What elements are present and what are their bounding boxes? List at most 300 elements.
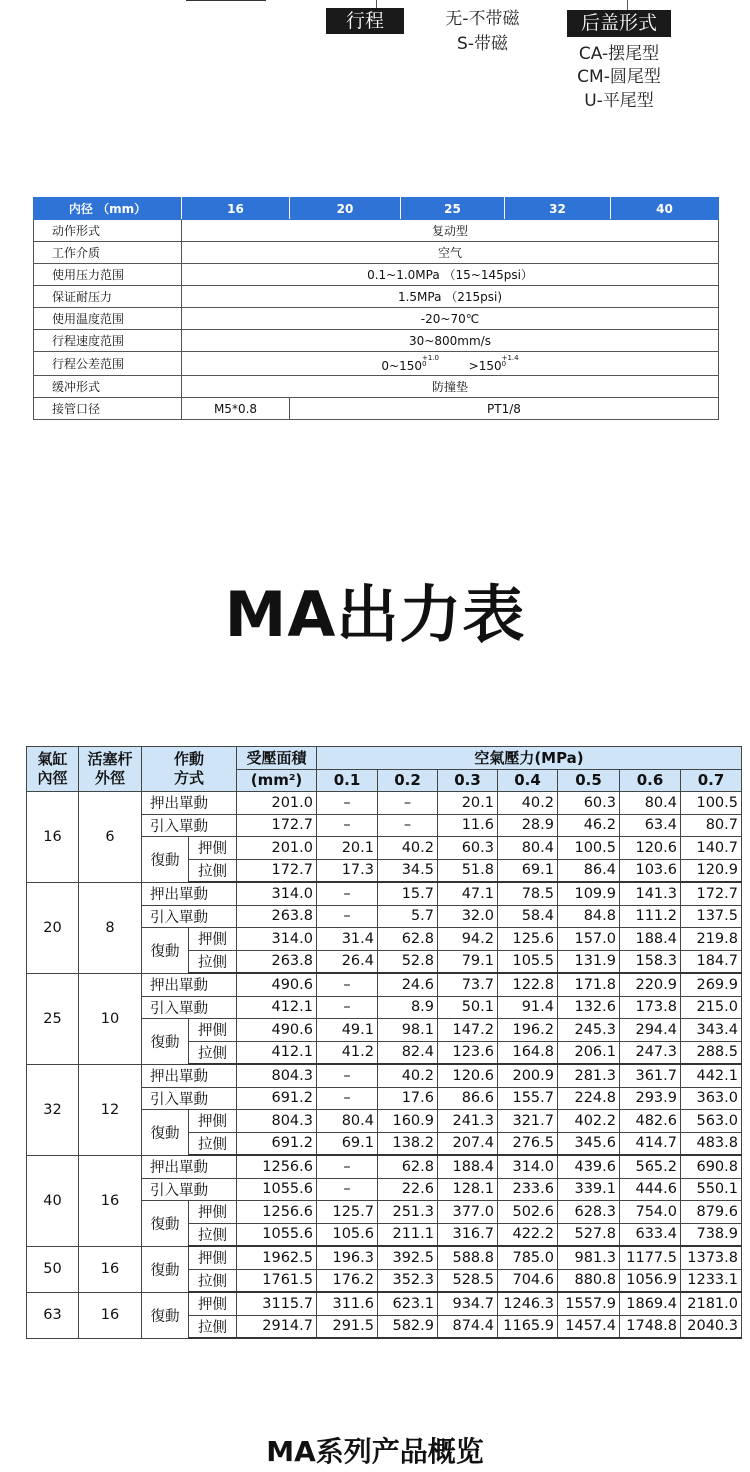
force-value-cell: 582.9	[378, 1315, 438, 1338]
mode-side-cell: 押側	[189, 1246, 237, 1269]
force-value-cell: 444.6	[620, 1178, 681, 1201]
table-row	[27, 792, 742, 815]
mode-side-cell: 拉側	[189, 1315, 237, 1338]
mode-side-cell: 拉側	[189, 1132, 237, 1155]
force-value-cell: 219.8	[681, 928, 742, 951]
mode-cell: 押出單動	[142, 973, 237, 996]
header-area-unit: (mm²)	[237, 769, 317, 792]
header-pressure-value: 0.4	[498, 769, 558, 792]
force-value-cell: 502.6	[498, 1201, 558, 1224]
series-overview-title: MA系列产品概览	[266, 1435, 484, 1468]
spec-label: 行程公差范围	[34, 352, 182, 376]
force-value-cell: 86.6	[438, 1087, 498, 1110]
area-cell: 3115.7	[237, 1292, 317, 1315]
force-value-cell: 1373.8	[681, 1246, 742, 1269]
force-value-cell: 247.3	[620, 1041, 681, 1064]
spec-value: 复动型	[182, 220, 719, 242]
spec-label: 工作介质	[34, 242, 182, 264]
diagram-leader-line	[376, 0, 377, 8]
rear-cover-option: CM-圆尾型	[577, 67, 661, 87]
force-value-cell: 402.2	[558, 1110, 620, 1133]
spec-value: PT1/8	[290, 398, 719, 420]
force-value-cell: 377.0	[438, 1201, 498, 1224]
spec-row	[34, 308, 719, 330]
force-value-cell: 80.4	[498, 837, 558, 860]
tolerance-lower: 0	[421, 359, 427, 368]
force-value-cell: 20.1	[317, 837, 378, 860]
mode-cell: 引入單動	[142, 814, 237, 837]
spec-row	[34, 330, 719, 352]
force-value-cell: 40.2	[378, 837, 438, 860]
force-value-cell: 50.1	[438, 996, 498, 1019]
force-value-cell: 79.1	[438, 950, 498, 973]
force-value-cell: 1233.1	[681, 1269, 742, 1292]
force-value-cell: 628.3	[558, 1201, 620, 1224]
magnet-option: S-带磁	[457, 34, 508, 54]
spec-label: 保证耐压力	[34, 286, 182, 308]
area-cell: 1962.5	[237, 1246, 317, 1269]
force-value-cell: 623.1	[378, 1292, 438, 1315]
force-value-cell: 2040.3	[681, 1315, 742, 1338]
force-value-cell: 196.3	[317, 1246, 378, 1269]
mode-cell: 引入單動	[142, 996, 237, 1019]
spec-row	[34, 398, 719, 420]
force-value-cell: 47.1	[438, 882, 498, 905]
table-row	[27, 1155, 742, 1178]
bore-cell: 50	[27, 1246, 79, 1292]
force-value-cell: 874.4	[438, 1315, 498, 1338]
force-value-cell: 32.0	[438, 905, 498, 928]
force-value-cell: 528.5	[438, 1269, 498, 1292]
spec-header-size: 20	[290, 198, 401, 220]
force-value-cell: –	[317, 814, 378, 837]
spec-row	[34, 220, 719, 242]
force-value-cell: 24.6	[378, 973, 438, 996]
bore-cell: 32	[27, 1064, 79, 1155]
force-value-cell: 251.3	[378, 1201, 438, 1224]
force-value-cell: 176.2	[317, 1269, 378, 1292]
force-header-row	[27, 747, 742, 770]
bore-cell: 20	[27, 882, 79, 973]
force-value-cell: 164.8	[498, 1041, 558, 1064]
force-value-cell: 879.6	[681, 1201, 742, 1224]
force-value-cell: 120.6	[438, 1064, 498, 1087]
force-value-cell: 60.3	[558, 792, 620, 815]
diagram-leader-line	[627, 0, 628, 10]
force-value-cell: 138.2	[378, 1132, 438, 1155]
force-value-cell: 422.2	[498, 1223, 558, 1246]
force-table-title: MA出力表	[224, 578, 526, 651]
header-pressure: 空氣壓力(MPa)	[317, 747, 742, 770]
force-value-cell: 294.4	[620, 1019, 681, 1042]
force-value-cell: 100.5	[558, 837, 620, 860]
force-value-cell: 52.8	[378, 950, 438, 973]
force-value-cell: 17.6	[378, 1087, 438, 1110]
force-value-cell: 184.7	[681, 950, 742, 973]
area-cell: 2914.7	[237, 1315, 317, 1338]
tolerance-a-limits	[422, 355, 439, 367]
area-cell: 804.3	[237, 1064, 317, 1087]
force-value-cell: 120.9	[681, 859, 742, 882]
force-value-cell: 1869.4	[620, 1292, 681, 1315]
mode-side-cell: 押側	[189, 928, 237, 951]
force-value-cell: 172.7	[681, 882, 742, 905]
force-value-cell: 109.9	[558, 882, 620, 905]
mode-side-cell: 拉側	[189, 950, 237, 973]
spec-row	[34, 286, 719, 308]
mode-side-cell: 押側	[189, 1201, 237, 1224]
mode-double-cell: 復動	[142, 837, 189, 883]
force-value-cell: 1748.8	[620, 1315, 681, 1338]
force-value-cell: 245.3	[558, 1019, 620, 1042]
force-value-cell: 281.3	[558, 1064, 620, 1087]
force-value-cell: 82.4	[378, 1041, 438, 1064]
spec-value: 空气	[182, 242, 719, 264]
header-area: 受壓面積	[237, 747, 317, 770]
force-value-cell: 120.6	[620, 837, 681, 860]
spec-row	[34, 242, 719, 264]
spec-label: 行程速度范围	[34, 330, 182, 352]
force-value-cell: 738.9	[681, 1223, 742, 1246]
force-value-cell: 63.4	[620, 814, 681, 837]
mode-double-cell: 復動	[142, 1201, 189, 1247]
force-value-cell: 69.1	[317, 1132, 378, 1155]
force-value-cell: 1246.3	[498, 1292, 558, 1315]
force-value-cell: 363.0	[681, 1087, 742, 1110]
spec-header-size: 32	[505, 198, 611, 220]
force-value-cell: 880.8	[558, 1269, 620, 1292]
stroke-tag: 行程	[326, 8, 404, 34]
force-value-cell: 73.7	[438, 973, 498, 996]
area-cell: 263.8	[237, 905, 317, 928]
area-cell: 804.3	[237, 1110, 317, 1133]
force-value-cell: 314.0	[498, 1155, 558, 1178]
area-cell: 314.0	[237, 882, 317, 905]
force-value-cell: 527.8	[558, 1223, 620, 1246]
spec-value: 0.1~1.0MPa （15~145psi）	[182, 264, 719, 286]
mode-double-cell: 復動	[142, 928, 189, 974]
mode-cell: 押出單動	[142, 882, 237, 905]
spec-value: -20~70℃	[182, 308, 719, 330]
header-pressure-value: 0.1	[317, 769, 378, 792]
mode-cell: 押出單動	[142, 792, 237, 815]
tolerance-lower: 0	[501, 359, 507, 368]
force-value-cell: 291.5	[317, 1315, 378, 1338]
force-value-cell: 105.5	[498, 950, 558, 973]
force-value-cell: 1056.9	[620, 1269, 681, 1292]
spec-value: M5*0.8	[182, 398, 290, 420]
force-value-cell: 241.3	[438, 1110, 498, 1133]
force-value-cell: 22.6	[378, 1178, 438, 1201]
force-value-cell: 140.7	[681, 837, 742, 860]
header-pressure-value: 0.3	[438, 769, 498, 792]
tolerance-range-b: >150	[468, 358, 502, 373]
force-value-cell: 207.4	[438, 1132, 498, 1155]
header-pressure-value: 0.7	[681, 769, 742, 792]
force-value-cell: 137.5	[681, 905, 742, 928]
force-value-cell: 94.2	[438, 928, 498, 951]
force-value-cell: 31.4	[317, 928, 378, 951]
rod-cell: 10	[79, 973, 142, 1064]
area-cell: 412.1	[237, 996, 317, 1019]
force-value-cell: 46.2	[558, 814, 620, 837]
force-value-cell: 125.6	[498, 928, 558, 951]
area-cell: 1055.6	[237, 1178, 317, 1201]
force-value-cell: 41.2	[317, 1041, 378, 1064]
force-value-cell: 483.8	[681, 1132, 742, 1155]
force-value-cell: 62.8	[378, 928, 438, 951]
rod-cell: 16	[79, 1292, 142, 1338]
force-value-cell: 276.5	[498, 1132, 558, 1155]
force-value-cell: –	[317, 1064, 378, 1087]
force-value-cell: 125.7	[317, 1201, 378, 1224]
force-value-cell: 293.9	[620, 1087, 681, 1110]
force-value-cell: 2181.0	[681, 1292, 742, 1315]
force-value-cell: 58.4	[498, 905, 558, 928]
force-value-cell: 754.0	[620, 1201, 681, 1224]
force-value-cell: 563.0	[681, 1110, 742, 1133]
force-value-cell: –	[317, 792, 378, 815]
force-value-cell: 690.8	[681, 1155, 742, 1178]
mode-double-cell: 復動	[142, 1246, 189, 1292]
spec-value: 防撞垫	[182, 376, 719, 398]
force-value-cell: 91.4	[498, 996, 558, 1019]
force-value-cell: 565.2	[620, 1155, 681, 1178]
force-value-cell: 49.1	[317, 1019, 378, 1042]
spec-label: 使用温度范围	[34, 308, 182, 330]
spec-value-tolerance	[182, 352, 719, 376]
tolerance-upper: +1.4	[501, 353, 519, 362]
force-value-cell: –	[317, 1178, 378, 1201]
force-value-cell: 62.8	[378, 1155, 438, 1178]
force-value-cell: 132.6	[558, 996, 620, 1019]
bore-cell: 63	[27, 1292, 79, 1338]
rod-cell: 12	[79, 1064, 142, 1155]
rod-cell: 16	[79, 1155, 142, 1246]
force-value-cell: 51.8	[438, 859, 498, 882]
force-value-cell: 123.6	[438, 1041, 498, 1064]
force-value-cell: 392.5	[378, 1246, 438, 1269]
force-value-cell: –	[317, 905, 378, 928]
mode-side-cell: 押側	[189, 1110, 237, 1133]
force-value-cell: 40.2	[498, 792, 558, 815]
table-row	[27, 882, 742, 905]
force-value-cell: 785.0	[498, 1246, 558, 1269]
table-row	[27, 1064, 742, 1087]
table-row	[27, 1292, 742, 1315]
force-value-cell: 1457.4	[558, 1315, 620, 1338]
force-value-cell: 8.9	[378, 996, 438, 1019]
force-value-cell: 981.3	[558, 1246, 620, 1269]
force-value-cell: 352.3	[378, 1269, 438, 1292]
mode-double-cell: 復動	[142, 1292, 189, 1338]
force-value-cell: 34.5	[378, 859, 438, 882]
force-value-cell: 439.6	[558, 1155, 620, 1178]
mode-cell: 引入單動	[142, 1178, 237, 1201]
area-cell: 172.7	[237, 814, 317, 837]
spec-label: 接管口径	[34, 398, 182, 420]
force-value-cell: 211.1	[378, 1223, 438, 1246]
force-value-cell: 704.6	[498, 1269, 558, 1292]
header-pressure-value: 0.6	[620, 769, 681, 792]
mode-double-cell: 復動	[142, 1019, 189, 1065]
force-value-cell: 17.3	[317, 859, 378, 882]
area-cell: 314.0	[237, 928, 317, 951]
force-value-cell: 147.2	[438, 1019, 498, 1042]
force-value-cell: 103.6	[620, 859, 681, 882]
header-pressure-value: 0.5	[558, 769, 620, 792]
force-value-cell: 11.6	[438, 814, 498, 837]
mode-side-cell: 拉側	[189, 859, 237, 882]
area-cell: 1055.6	[237, 1223, 317, 1246]
mode-cell: 引入單動	[142, 1087, 237, 1110]
mode-side-cell: 押側	[189, 1292, 237, 1315]
tolerance-b-limits	[502, 355, 519, 367]
area-cell: 691.2	[237, 1132, 317, 1155]
area-cell: 490.6	[237, 973, 317, 996]
tolerance-upper: +1.0	[421, 353, 439, 362]
force-value-cell: 86.4	[558, 859, 620, 882]
force-value-cell: 316.7	[438, 1223, 498, 1246]
rear-cover-tag: 后盖形式	[567, 10, 671, 37]
force-value-cell: 321.7	[498, 1110, 558, 1133]
force-value-cell: –	[317, 996, 378, 1019]
force-value-cell: 80.7	[681, 814, 742, 837]
force-value-cell: 155.7	[498, 1087, 558, 1110]
bore-cell: 25	[27, 973, 79, 1064]
force-value-cell: 188.4	[620, 928, 681, 951]
rod-cell: 16	[79, 1246, 142, 1292]
area-cell: 412.1	[237, 1041, 317, 1064]
force-value-cell: 40.2	[378, 1064, 438, 1087]
spec-label: 缓冲形式	[34, 376, 182, 398]
header-rod: 活塞杆 外徑	[79, 747, 142, 792]
header-mode: 作動 方式	[142, 747, 237, 792]
spec-value: 1.5MPa （215psi)	[182, 286, 719, 308]
mode-cell: 引入單動	[142, 905, 237, 928]
force-value-cell: 1557.9	[558, 1292, 620, 1315]
force-value-cell: 80.4	[317, 1110, 378, 1133]
spec-header-size: 25	[401, 198, 505, 220]
force-value-cell: 311.6	[317, 1292, 378, 1315]
force-value-cell: 69.1	[498, 859, 558, 882]
force-value-cell: 442.1	[681, 1064, 742, 1087]
force-value-cell: 100.5	[681, 792, 742, 815]
force-value-cell: –	[378, 792, 438, 815]
force-value-cell: 934.7	[438, 1292, 498, 1315]
force-table	[26, 746, 742, 1339]
header-pressure-value: 0.2	[378, 769, 438, 792]
force-value-cell: 26.4	[317, 950, 378, 973]
force-value-cell: 288.5	[681, 1041, 742, 1064]
force-value-cell: 550.1	[681, 1178, 742, 1201]
mode-side-cell: 押側	[189, 837, 237, 860]
header-bore: 氣缸 內徑	[27, 747, 79, 792]
force-value-cell: 131.9	[558, 950, 620, 973]
area-cell: 1761.5	[237, 1269, 317, 1292]
force-value-cell: 345.6	[558, 1132, 620, 1155]
force-value-cell: 15.7	[378, 882, 438, 905]
spec-header-size: 16	[182, 198, 290, 220]
force-value-cell: 60.3	[438, 837, 498, 860]
force-value-cell: 158.3	[620, 950, 681, 973]
mode-cell: 押出單動	[142, 1064, 237, 1087]
mode-side-cell: 拉側	[189, 1041, 237, 1064]
force-value-cell: 160.9	[378, 1110, 438, 1133]
force-value-cell: 141.3	[620, 882, 681, 905]
force-value-cell: 111.2	[620, 905, 681, 928]
area-cell: 490.6	[237, 1019, 317, 1042]
spec-label: 动作形式	[34, 220, 182, 242]
rod-cell: 6	[79, 792, 142, 883]
force-value-cell: 28.9	[498, 814, 558, 837]
force-value-cell: 482.6	[620, 1110, 681, 1133]
force-value-cell: 588.8	[438, 1246, 498, 1269]
spec-row	[34, 376, 719, 398]
area-cell: 263.8	[237, 950, 317, 973]
mode-double-cell: 復動	[142, 1110, 189, 1156]
force-value-cell: 633.4	[620, 1223, 681, 1246]
area-cell: 691.2	[237, 1087, 317, 1110]
force-value-cell: 1165.9	[498, 1315, 558, 1338]
force-value-cell: 414.7	[620, 1132, 681, 1155]
mode-cell: 押出單動	[142, 1155, 237, 1178]
force-value-cell: 78.5	[498, 882, 558, 905]
force-value-cell: 233.6	[498, 1178, 558, 1201]
force-value-cell: 343.4	[681, 1019, 742, 1042]
area-cell: 1256.6	[237, 1201, 317, 1224]
force-value-cell: 171.8	[558, 973, 620, 996]
mode-side-cell: 拉側	[189, 1269, 237, 1292]
spec-table	[33, 197, 719, 420]
diagram-top-rule	[186, 0, 266, 1]
force-value-cell: 128.1	[438, 1178, 498, 1201]
rod-cell: 8	[79, 882, 142, 973]
table-row	[27, 1246, 742, 1269]
force-value-cell: 339.1	[558, 1178, 620, 1201]
magnet-option: 无-不带磁	[445, 9, 520, 29]
spec-header-row	[34, 198, 719, 220]
force-value-cell: 361.7	[620, 1064, 681, 1087]
force-value-cell: 173.8	[620, 996, 681, 1019]
spec-header-size: 40	[611, 198, 719, 220]
force-value-cell: 80.4	[620, 792, 681, 815]
spec-header-label: 内径 （mm）	[34, 198, 182, 220]
force-value-cell: 98.1	[378, 1019, 438, 1042]
force-value-cell: 1177.5	[620, 1246, 681, 1269]
force-value-cell: 224.8	[558, 1087, 620, 1110]
spec-row	[34, 352, 719, 376]
force-value-cell: 20.1	[438, 792, 498, 815]
force-value-cell: 157.0	[558, 928, 620, 951]
force-value-cell: 206.1	[558, 1041, 620, 1064]
force-value-cell: 200.9	[498, 1064, 558, 1087]
force-value-cell: 105.6	[317, 1223, 378, 1246]
area-cell: 201.0	[237, 792, 317, 815]
spec-row	[34, 264, 719, 286]
rear-cover-option: U-平尾型	[584, 91, 654, 111]
mode-side-cell: 拉側	[189, 1223, 237, 1246]
force-value-cell: 84.8	[558, 905, 620, 928]
force-value-cell: 122.8	[498, 973, 558, 996]
area-cell: 172.7	[237, 859, 317, 882]
force-value-cell: 269.9	[681, 973, 742, 996]
force-value-cell: –	[317, 973, 378, 996]
mode-side-cell: 押側	[189, 1019, 237, 1042]
tolerance-range-a: 0~150	[381, 358, 422, 373]
force-value-cell: –	[317, 882, 378, 905]
area-cell: 1256.6	[237, 1155, 317, 1178]
